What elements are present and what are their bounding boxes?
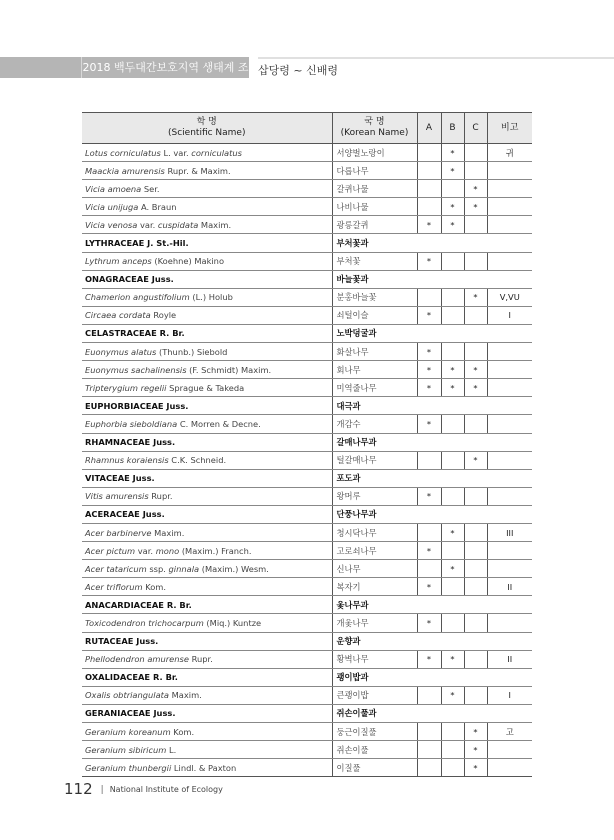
scientific-name bbox=[82, 252, 332, 270]
scientific-name-author: (Maxim.) Franch. bbox=[179, 545, 252, 556]
presence-a bbox=[417, 523, 441, 541]
scientific-name bbox=[82, 650, 332, 668]
species-row bbox=[82, 162, 532, 180]
note bbox=[487, 216, 532, 234]
korean-name: 청시닥나무 bbox=[332, 523, 417, 541]
col-scientific-ko: 학 명 bbox=[196, 117, 217, 127]
note bbox=[487, 198, 532, 216]
scientific-name-italic: Circaea cordata bbox=[85, 310, 151, 321]
korean-name: 개옻나무 bbox=[332, 614, 417, 632]
scientific-name-author: Lindl. & Paxton bbox=[171, 762, 237, 773]
species-row bbox=[82, 523, 532, 541]
header-rule bbox=[258, 57, 614, 59]
presence-a bbox=[417, 741, 441, 759]
family-row bbox=[82, 668, 532, 686]
note bbox=[487, 759, 532, 777]
note: I bbox=[487, 306, 532, 324]
scientific-name-author: L. var. bbox=[160, 147, 192, 158]
scientific-name bbox=[82, 741, 332, 759]
korean-name: 갈퀴나물 bbox=[332, 180, 417, 198]
presence-b bbox=[441, 180, 464, 198]
scientific-name bbox=[82, 306, 332, 324]
scientific-name-italic: ginnala bbox=[168, 563, 200, 574]
presence-a: * bbox=[417, 614, 441, 632]
scientific-name-author: A. Braun bbox=[138, 201, 177, 212]
scientific-name-italic: Geranium koreanum bbox=[85, 726, 171, 737]
scientific-name bbox=[82, 288, 332, 306]
presence-a: * bbox=[417, 379, 441, 397]
family-name: GERANIACEAE Juss. bbox=[82, 704, 332, 722]
note bbox=[487, 180, 532, 198]
note bbox=[487, 343, 532, 361]
page-footer bbox=[64, 780, 223, 798]
note bbox=[487, 415, 532, 433]
scientific-name-author: Rupr. bbox=[188, 654, 213, 665]
species-row bbox=[82, 578, 532, 596]
scientific-name-italic: Acer pictum bbox=[85, 545, 136, 556]
col-korean-name bbox=[332, 113, 417, 144]
note: 고 bbox=[487, 723, 532, 741]
family-row bbox=[82, 324, 532, 342]
institute-name: National Institute of Ecology bbox=[109, 785, 223, 794]
family-korean-name: 대극과 bbox=[332, 397, 532, 415]
presence-b: * bbox=[441, 560, 464, 578]
presence-b: * bbox=[441, 198, 464, 216]
species-row bbox=[82, 343, 532, 361]
scientific-name-author: var. bbox=[135, 545, 156, 556]
presence-b bbox=[441, 487, 464, 505]
note: I bbox=[487, 686, 532, 704]
presence-b bbox=[441, 759, 464, 777]
scientific-name-italic: Acer tataricum bbox=[85, 563, 147, 574]
presence-c: * bbox=[464, 451, 487, 469]
scientific-name-author: Kom. bbox=[142, 581, 167, 592]
species-row bbox=[82, 686, 532, 704]
note: III bbox=[487, 523, 532, 541]
family-row bbox=[82, 632, 532, 650]
presence-a: * bbox=[417, 415, 441, 433]
species-row bbox=[82, 144, 532, 162]
col-a: A bbox=[417, 113, 441, 144]
scientific-name-author: Royle bbox=[150, 310, 177, 321]
family-row bbox=[82, 704, 532, 722]
species-row bbox=[82, 723, 532, 741]
presence-b: * bbox=[441, 361, 464, 379]
section-title: 삽당령 ~ 신배령 bbox=[258, 64, 338, 77]
presence-c bbox=[464, 306, 487, 324]
scientific-name-italic: Chamerion angustifolium bbox=[85, 292, 190, 303]
scientific-name bbox=[82, 343, 332, 361]
scientific-name-author: (L.) Holub bbox=[189, 292, 233, 303]
presence-c bbox=[464, 216, 487, 234]
note: V,VU bbox=[487, 288, 532, 306]
scientific-name-italic: Maackia amurensis bbox=[85, 165, 165, 176]
scientific-name bbox=[82, 560, 332, 578]
scientific-name-author: C.K. Schneid. bbox=[168, 455, 227, 466]
family-name: OXALIDACEAE R. Br. bbox=[82, 668, 332, 686]
scientific-name-author: L. bbox=[166, 744, 177, 755]
scientific-name bbox=[82, 578, 332, 596]
presence-b: * bbox=[441, 144, 464, 162]
presence-c bbox=[464, 523, 487, 541]
presence-c bbox=[464, 560, 487, 578]
family-korean-name: 노박덩굴과 bbox=[332, 324, 532, 342]
presence-a bbox=[417, 162, 441, 180]
korean-name: 털갈매나무 bbox=[332, 451, 417, 469]
presence-c: * bbox=[464, 180, 487, 198]
korean-name: 다릅나무 bbox=[332, 162, 417, 180]
page-number: 112 bbox=[64, 780, 93, 798]
scientific-name-author: Maxim. bbox=[151, 527, 185, 538]
presence-a: * bbox=[417, 542, 441, 560]
scientific-name bbox=[82, 198, 332, 216]
note bbox=[487, 252, 532, 270]
presence-a: * bbox=[417, 650, 441, 668]
presence-a bbox=[417, 723, 441, 741]
presence-a: * bbox=[417, 487, 441, 505]
scientific-name-italic: Lotus corniculatus bbox=[85, 147, 161, 158]
presence-c bbox=[464, 144, 487, 162]
presence-b: * bbox=[441, 650, 464, 668]
scientific-name-author: ssp. bbox=[146, 563, 169, 574]
family-korean-name: 옻나무과 bbox=[332, 596, 532, 614]
scientific-name bbox=[82, 144, 332, 162]
scientific-name-italic: Tripterygium regelii bbox=[85, 382, 167, 393]
presence-b bbox=[441, 614, 464, 632]
scientific-name-author: Maxim. bbox=[198, 219, 232, 230]
scientific-name-italic: Lythrum anceps bbox=[85, 256, 152, 267]
family-row bbox=[82, 596, 532, 614]
presence-b bbox=[441, 343, 464, 361]
species-row bbox=[82, 198, 532, 216]
korean-name: 미역줄나무 bbox=[332, 379, 417, 397]
korean-name: 쥐손이풀 bbox=[332, 741, 417, 759]
presence-b bbox=[441, 542, 464, 560]
presence-b bbox=[441, 741, 464, 759]
scientific-name-italic: Geranium sibiricum bbox=[85, 744, 167, 755]
family-name: RHAMNACEAE Juss. bbox=[82, 433, 332, 451]
presence-a bbox=[417, 180, 441, 198]
scientific-name-italic: Vicia amoena bbox=[85, 183, 142, 194]
presence-c: * bbox=[464, 723, 487, 741]
family-row bbox=[82, 397, 532, 415]
scientific-name-italic: Vicia venosa bbox=[85, 219, 138, 230]
species-row bbox=[82, 650, 532, 668]
species-table bbox=[82, 112, 532, 777]
family-korean-name: 괭이밥과 bbox=[332, 668, 532, 686]
note bbox=[487, 487, 532, 505]
col-korean-en: (Korean Name) bbox=[340, 128, 409, 138]
presence-c bbox=[464, 162, 487, 180]
species-row bbox=[82, 759, 532, 777]
presence-c: * bbox=[464, 361, 487, 379]
korean-name: 신나무 bbox=[332, 560, 417, 578]
korean-name: 화살나무 bbox=[332, 343, 417, 361]
presence-a bbox=[417, 759, 441, 777]
korean-name: 서양벌노랑이 bbox=[332, 144, 417, 162]
table-header-row bbox=[82, 113, 532, 144]
family-row bbox=[82, 469, 532, 487]
scientific-name-italic: cuspidata bbox=[157, 219, 199, 230]
col-scientific-en: (Scientific Name) bbox=[168, 128, 246, 138]
presence-c bbox=[464, 578, 487, 596]
scientific-name-italic: Rhamnus koraiensis bbox=[85, 455, 169, 466]
scientific-name-italic: Geranium thunbergii bbox=[85, 762, 172, 773]
presence-b bbox=[441, 252, 464, 270]
scientific-name-author: Kom. bbox=[170, 726, 195, 737]
presence-c bbox=[464, 252, 487, 270]
scientific-name-author: (Thunb.) Siebold bbox=[156, 346, 228, 357]
presence-c bbox=[464, 415, 487, 433]
species-row bbox=[82, 487, 532, 505]
presence-c bbox=[464, 343, 487, 361]
col-scientific-name bbox=[82, 113, 332, 144]
family-name: ACERACEAE Juss. bbox=[82, 505, 332, 523]
family-row bbox=[82, 234, 532, 252]
family-name: RUTACEAE Juss. bbox=[82, 632, 332, 650]
family-name: ANACARDIACEAE R. Br. bbox=[82, 596, 332, 614]
scientific-name bbox=[82, 451, 332, 469]
korean-name: 둥근이질풀 bbox=[332, 723, 417, 741]
presence-c: * bbox=[464, 379, 487, 397]
presence-c: * bbox=[464, 288, 487, 306]
species-row bbox=[82, 451, 532, 469]
scientific-name-italic: mono bbox=[155, 545, 180, 556]
korean-name: 이질풀 bbox=[332, 759, 417, 777]
presence-b bbox=[441, 451, 464, 469]
scientific-name-author: (Miq.) Kuntze bbox=[203, 617, 262, 628]
report-title: 2018 백두대간보호지역 생태계 조사 bbox=[81, 57, 249, 78]
family-korean-name: 부처꽃과 bbox=[332, 234, 532, 252]
scientific-name-italic: corniculatus bbox=[191, 147, 242, 158]
presence-a bbox=[417, 288, 441, 306]
scientific-name bbox=[82, 361, 332, 379]
presence-a bbox=[417, 560, 441, 578]
family-korean-name: 포도과 bbox=[332, 469, 532, 487]
presence-a bbox=[417, 144, 441, 162]
col-b: B bbox=[441, 113, 464, 144]
presence-b bbox=[441, 723, 464, 741]
species-row bbox=[82, 252, 532, 270]
family-korean-name: 쥐손이풀과 bbox=[332, 704, 532, 722]
scientific-name-author: (Maxim.) Wesm. bbox=[199, 563, 269, 574]
scientific-name-italic: Acer triflorum bbox=[85, 581, 143, 592]
scientific-name-italic: Euphorbia sieboldiana bbox=[85, 418, 178, 429]
scientific-name-italic: Euonymus sachalinensis bbox=[85, 364, 187, 375]
species-row bbox=[82, 560, 532, 578]
korean-name: 광릉갈퀴 bbox=[332, 216, 417, 234]
presence-b: * bbox=[441, 523, 464, 541]
scientific-name bbox=[82, 216, 332, 234]
presence-a bbox=[417, 198, 441, 216]
korean-name: 왕머루 bbox=[332, 487, 417, 505]
species-row bbox=[82, 306, 532, 324]
family-name: VITACEAE Juss. bbox=[82, 469, 332, 487]
presence-c bbox=[464, 686, 487, 704]
presence-b: * bbox=[441, 686, 464, 704]
note: 귀 bbox=[487, 144, 532, 162]
presence-a: * bbox=[417, 343, 441, 361]
species-row bbox=[82, 361, 532, 379]
species-row bbox=[82, 180, 532, 198]
presence-b bbox=[441, 415, 464, 433]
scientific-name-author: Sprague & Takeda bbox=[166, 382, 245, 393]
presence-a: * bbox=[417, 578, 441, 596]
scientific-name-italic: Acer barbinerve bbox=[85, 527, 152, 538]
scientific-name-author: var. bbox=[137, 219, 158, 230]
family-korean-name: 운향과 bbox=[332, 632, 532, 650]
scientific-name-italic: Phellodendron amurense bbox=[85, 654, 189, 665]
presence-c: * bbox=[464, 741, 487, 759]
footer-separator: | bbox=[100, 785, 104, 795]
scientific-name bbox=[82, 759, 332, 777]
scientific-name bbox=[82, 542, 332, 560]
scientific-name-italic: Euonymus alatus bbox=[85, 346, 157, 357]
scientific-name-author: Rupr. bbox=[148, 491, 173, 502]
scientific-name-italic: Toxicodendron trichocarpum bbox=[85, 617, 204, 628]
scientific-name bbox=[82, 686, 332, 704]
species-row bbox=[82, 415, 532, 433]
note bbox=[487, 614, 532, 632]
scientific-name bbox=[82, 180, 332, 198]
presence-a: * bbox=[417, 306, 441, 324]
col-note: 비고 bbox=[487, 113, 532, 144]
note bbox=[487, 361, 532, 379]
korean-name: 큰괭이밥 bbox=[332, 686, 417, 704]
scientific-name bbox=[82, 415, 332, 433]
species-row bbox=[82, 379, 532, 397]
species-row bbox=[82, 741, 532, 759]
note: II bbox=[487, 650, 532, 668]
col-korean-ko: 국 명 bbox=[364, 117, 385, 127]
note bbox=[487, 162, 532, 180]
korean-name: 부처꽃 bbox=[332, 252, 417, 270]
scientific-name-italic: Vicia unijuga bbox=[85, 201, 139, 212]
scientific-name bbox=[82, 379, 332, 397]
scientific-name-author: C. Morren & Decne. bbox=[177, 418, 261, 429]
scientific-name-author: (Koehne) Makino bbox=[151, 256, 225, 267]
family-row bbox=[82, 505, 532, 523]
korean-name: 복자기 bbox=[332, 578, 417, 596]
note: II bbox=[487, 578, 532, 596]
presence-c bbox=[464, 487, 487, 505]
scientific-name bbox=[82, 487, 332, 505]
presence-c bbox=[464, 614, 487, 632]
korean-name: 나비나물 bbox=[332, 198, 417, 216]
presence-a bbox=[417, 686, 441, 704]
note bbox=[487, 542, 532, 560]
korean-name: 개감수 bbox=[332, 415, 417, 433]
presence-a: * bbox=[417, 361, 441, 379]
presence-a bbox=[417, 451, 441, 469]
species-row bbox=[82, 216, 532, 234]
korean-name: 황벽나무 bbox=[332, 650, 417, 668]
family-row bbox=[82, 270, 532, 288]
species-row bbox=[82, 542, 532, 560]
note bbox=[487, 451, 532, 469]
presence-c: * bbox=[464, 759, 487, 777]
presence-b bbox=[441, 288, 464, 306]
presence-c bbox=[464, 650, 487, 668]
presence-c bbox=[464, 542, 487, 560]
presence-b bbox=[441, 578, 464, 596]
scientific-name-italic: Vitis amurensis bbox=[85, 491, 149, 502]
korean-name: 쇠털이슬 bbox=[332, 306, 417, 324]
species-row bbox=[82, 288, 532, 306]
family-name: ONAGRACEAE Juss. bbox=[82, 270, 332, 288]
korean-name: 회나무 bbox=[332, 361, 417, 379]
presence-a: * bbox=[417, 252, 441, 270]
family-korean-name: 바늘꽃과 bbox=[332, 270, 532, 288]
note bbox=[487, 741, 532, 759]
scientific-name-author: Ser. bbox=[141, 183, 160, 194]
col-c: C bbox=[464, 113, 487, 144]
family-name: CELASTRACEAE R. Br. bbox=[82, 324, 332, 342]
presence-b: * bbox=[441, 379, 464, 397]
presence-b: * bbox=[441, 162, 464, 180]
family-name: LYTHRACEAE J. St.-Hil. bbox=[82, 234, 332, 252]
presence-b: * bbox=[441, 216, 464, 234]
scientific-name-author: Rupr. & Maxim. bbox=[164, 165, 231, 176]
family-korean-name: 단풍나무과 bbox=[332, 505, 532, 523]
scientific-name bbox=[82, 614, 332, 632]
scientific-name bbox=[82, 162, 332, 180]
scientific-name-author: Maxim. bbox=[169, 690, 202, 701]
presence-b bbox=[441, 306, 464, 324]
scientific-name bbox=[82, 523, 332, 541]
korean-name: 고로쇠나무 bbox=[332, 542, 417, 560]
note bbox=[487, 379, 532, 397]
family-name: EUPHORBIACEAE Juss. bbox=[82, 397, 332, 415]
presence-a: * bbox=[417, 216, 441, 234]
species-row bbox=[82, 614, 532, 632]
scientific-name-italic: Oxalis obtriangulata bbox=[85, 690, 170, 701]
family-korean-name: 갈매나무과 bbox=[332, 433, 532, 451]
note bbox=[487, 560, 532, 578]
table-body bbox=[82, 144, 532, 777]
family-row bbox=[82, 433, 532, 451]
korean-name: 분홍바늘꽃 bbox=[332, 288, 417, 306]
presence-c: * bbox=[464, 198, 487, 216]
scientific-name bbox=[82, 723, 332, 741]
scientific-name-author: (F. Schmidt) Maxim. bbox=[186, 364, 272, 375]
